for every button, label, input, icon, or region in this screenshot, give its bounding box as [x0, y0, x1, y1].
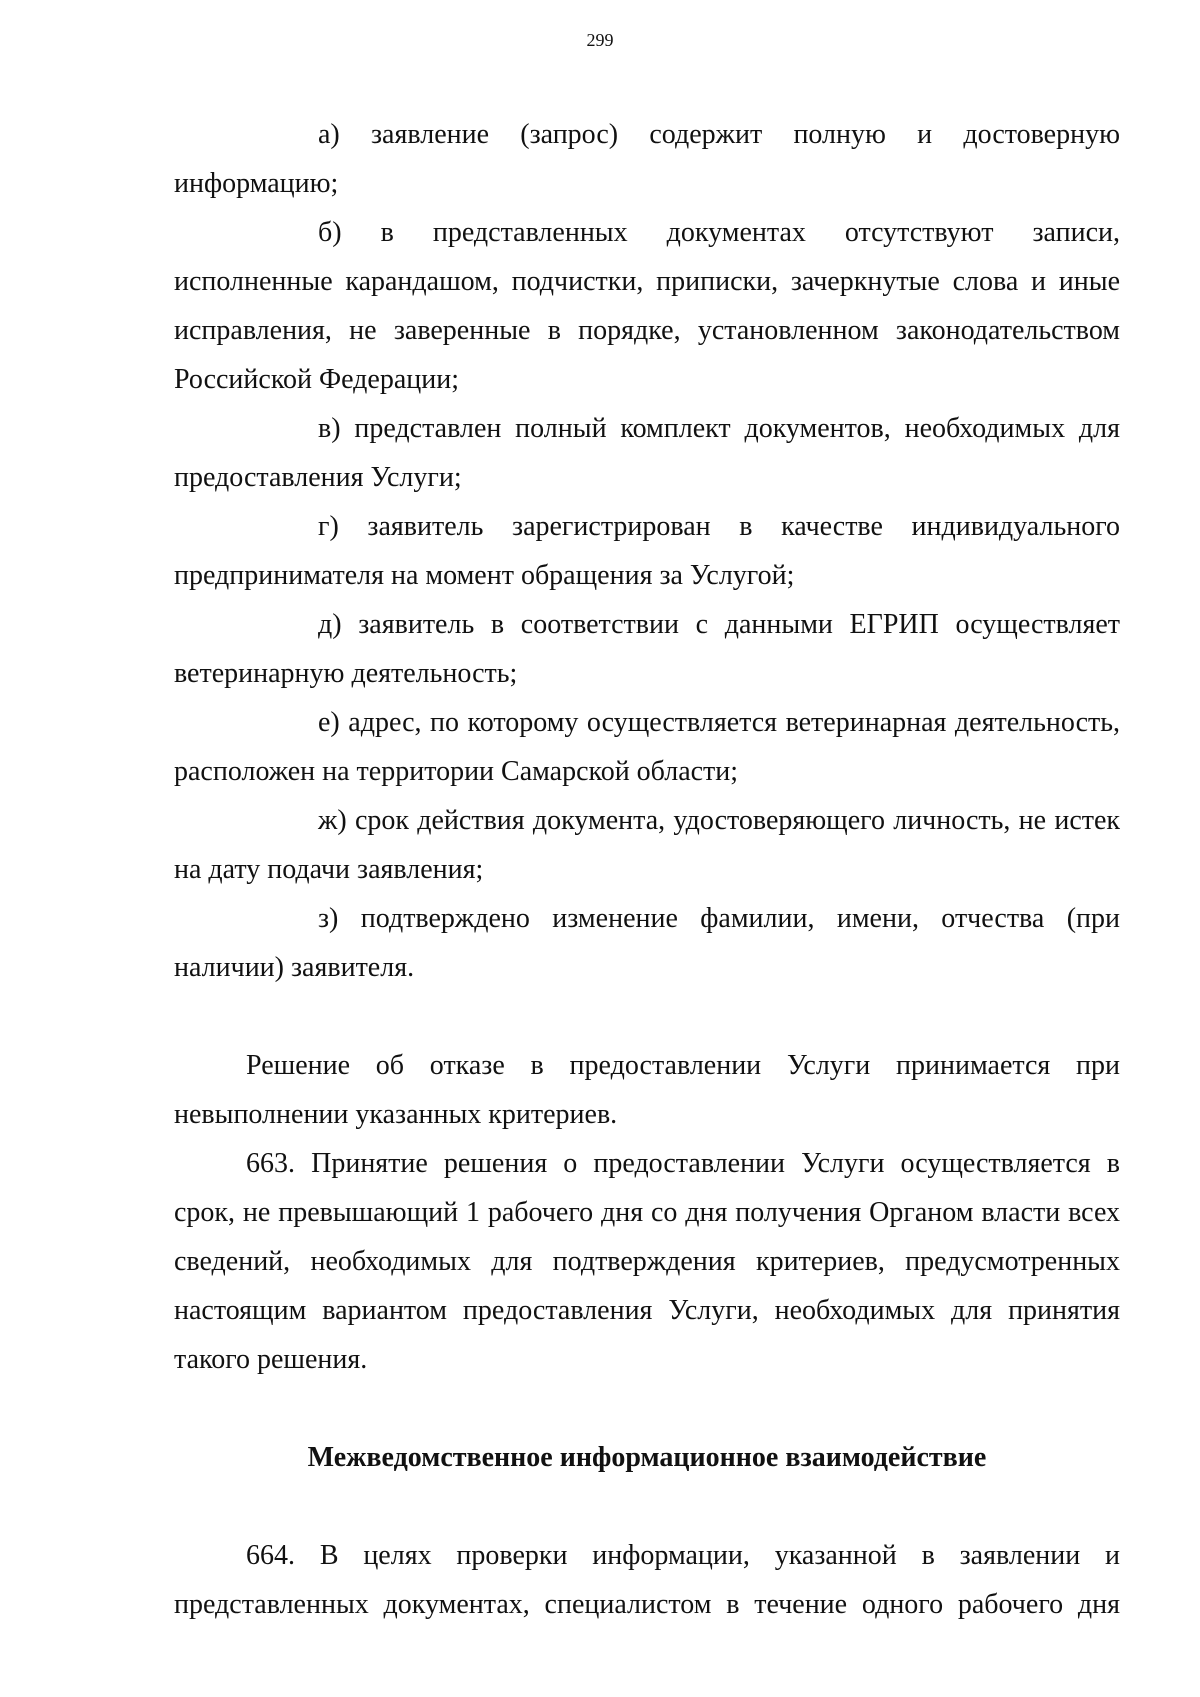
criterion-marker: б) [318, 217, 342, 248]
criterion-marker: з) [318, 903, 339, 934]
criterion-zh [174, 796, 1120, 894]
criterion-a [174, 110, 1120, 208]
item-664 [174, 1531, 1120, 1629]
refusal-paragraph: Решение об отказе в предоставлении Услуги принимается при невыполнении указанных критериев. [174, 1050, 1120, 1130]
item-text: В целях проверки информации, указанной в заявлении и представленных документах, специалистом в течение одного рабочего дня [174, 1540, 1121, 1620]
criterion-text: представлен полный комплект документов, необходимых для предоставления Услуги; [174, 413, 1121, 493]
criterion-marker: а) [318, 119, 340, 150]
criterion-text: подтверждено изменение фамилии, имени, отчества (при наличии) заявителя. [174, 903, 1120, 983]
criterion-z [174, 894, 1120, 992]
document-body [174, 110, 1120, 1629]
item-number: 664. [246, 1540, 295, 1571]
criterion-g [174, 502, 1120, 600]
criterion-d [174, 600, 1120, 698]
criterion-marker: в) [318, 413, 341, 444]
item-text: Принятие решения о предоставлении Услуги осуществляется в срок, не превышающий 1 рабочего дня со дня получения Органом власти всех сведений, необходимых для подтверждения критериев, предусмотренных настоящим вариантом предоставления Услуги, необходимых для принятия такого решения. [174, 1148, 1121, 1375]
criterion-text: адрес, по которому осуществляется ветеринарная деятельность, расположен на территории Самарской области; [174, 707, 1121, 787]
criterion-marker: д) [318, 609, 342, 640]
paragraph-spacer [174, 1384, 1120, 1433]
criterion-e [174, 698, 1120, 796]
criterion-text: в представленных документах отсутствуют записи, исполненные карандашом, подчистки, приписки, зачеркнутые слова и иные исправления, не заверенные в порядке, установленном законодательством Российской Федерации; [174, 217, 1120, 395]
criterion-text: заявитель зарегистрирован в качестве индивидуального предпринимателя на момент обращения за Услугой; [174, 511, 1120, 591]
criterion-text: заявление (запрос) содержит полную и достоверную информацию; [174, 119, 1120, 199]
criterion-marker: е) [318, 707, 340, 738]
item-number: 663. [246, 1148, 295, 1179]
criterion-text: срок действия документа, удостоверяющего личность, не истек на дату подачи заявления; [174, 805, 1121, 885]
paragraph-spacer [174, 992, 1120, 1041]
criterion-marker: г) [318, 511, 339, 542]
criterion-text: заявитель в соответствии с данными ЕГРИП осуществляет ветеринарную деятельность; [174, 609, 1121, 689]
item-663 [174, 1139, 1120, 1384]
criterion-v [174, 404, 1120, 502]
criterion-b [174, 208, 1120, 404]
criterion-marker: ж) [318, 805, 347, 836]
page-number: 299 [586, 30, 614, 50]
section-heading: Межведомственное информационное взаимодействие [307, 1442, 987, 1473]
paragraph-spacer [174, 1482, 1120, 1531]
